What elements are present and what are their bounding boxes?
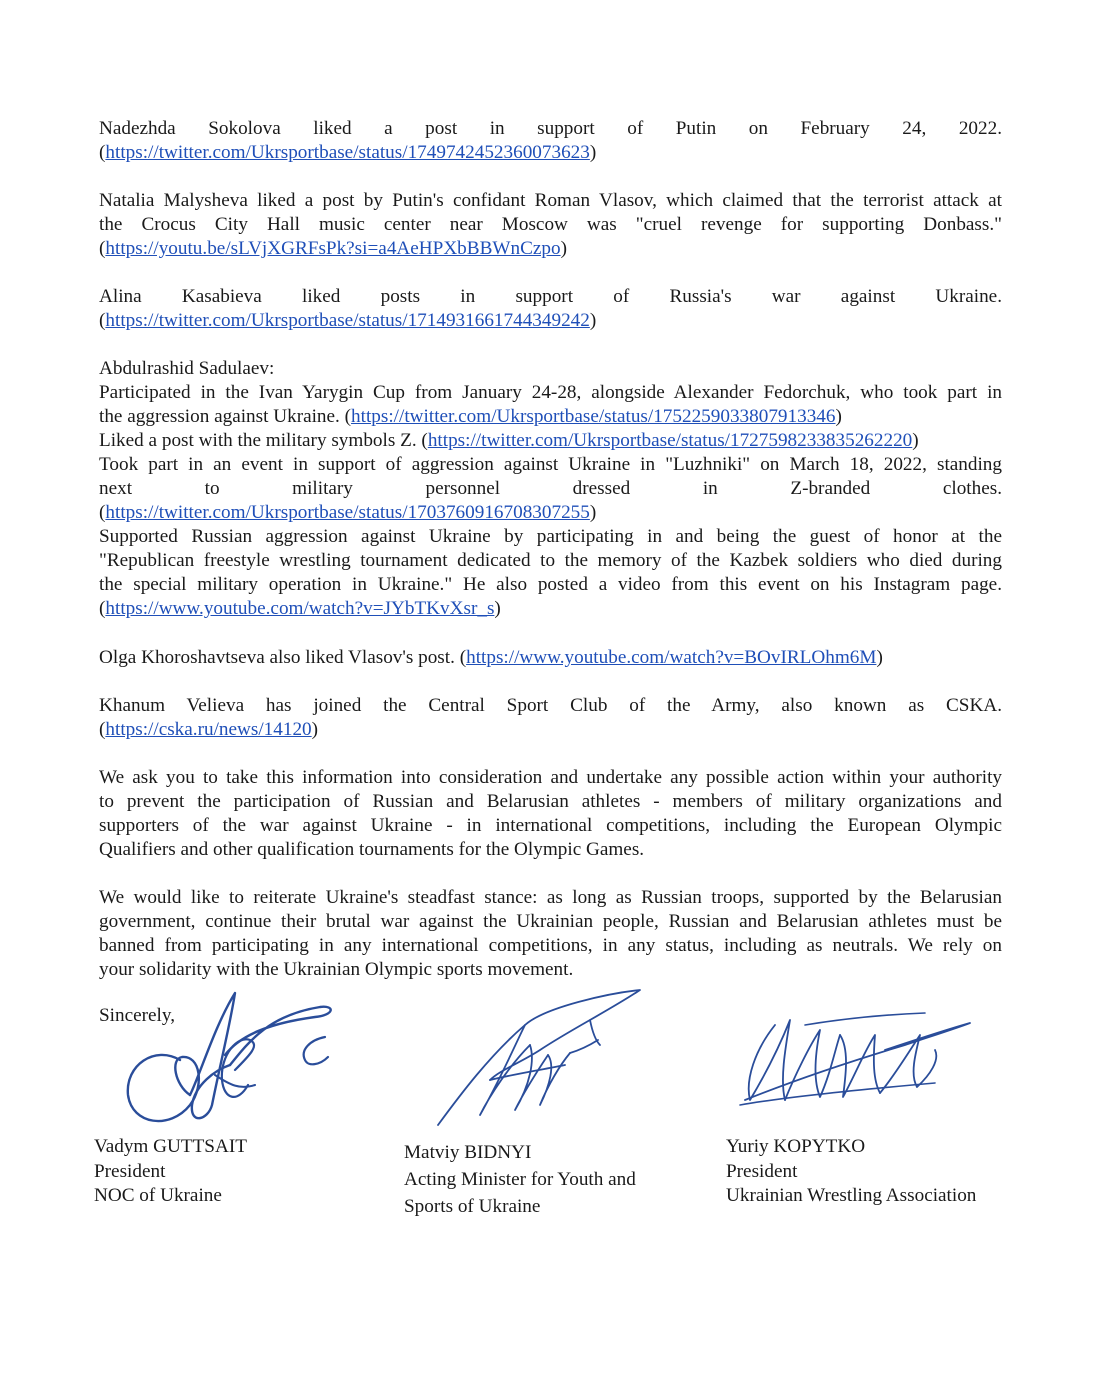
source-link[interactable]: https://www.youtube.com/watch?v=JYbTKvXsr_s	[105, 598, 495, 619]
paragraph-text: We would like to reiterate Ukraine's steadfast stance: as long as Russian troops, supported by the Belarusian	[99, 887, 1002, 908]
paragraph-text: Khanum Velieva has joined the Central Sport Club of the Army, also known as CSKA.	[99, 695, 1002, 716]
paragraph-text: Supported Russian aggression against Ukraine by participating in and being the guest of honor at the	[99, 526, 1002, 547]
closing-text: Sincerely,	[99, 1005, 176, 1026]
paragraph-khoroshavtseva: Olga Khoroshavtseva also liked Vlasov's post. (https://www.youtube.com/watch?v=BOvIRLOhm6M)	[99, 647, 883, 668]
paragraph-text: Olga Khoroshavtseva also liked Vlasov's post.	[99, 647, 460, 668]
source-link[interactable]: https://youtu.be/sLVjXGRFsPk?si=a4AeHPXbBBWnCzpo	[105, 238, 561, 259]
paragraph-request	[99, 766, 1002, 862]
paragraph-kasabieva: Alina Kasabieva liked posts in support of Russia's war against Ukraine. (https://twitter.com/Ukrsportbase/status/1714931661744349242)	[99, 286, 1002, 331]
signer-title: President	[94, 1160, 166, 1182]
signature-kopytko	[735, 1005, 975, 1115]
source-link[interactable]: https://twitter.com/Ukrsportbase/status/1752259033807913346	[351, 406, 836, 427]
source-link[interactable]: https://twitter.com/Ukrsportbase/status/1749742452360073623	[105, 142, 590, 163]
source-link[interactable]: https://cska.ru/news/14120	[105, 719, 312, 740]
paragraph-sokolova: Nadezhda Sokolova liked a post in support of Putin on February 24, 2022. (https://twitter.com/Ukrsportbase/status/1749742452360073623)	[99, 118, 1002, 163]
paragraph-text: banned from participating in any international competitions, in any status, including as neutrals. We rely on	[99, 935, 1002, 956]
source-link[interactable]: https://twitter.com/Ukrsportbase/status/1714931661744349242	[105, 310, 590, 331]
signer-title: Acting Minister for Youth and	[404, 1169, 636, 1190]
paragraph-velieva: Khanum Velieva has joined the Central Sport Club of the Army, also known as CSKA. (https://cska.ru/news/14120)	[99, 695, 1002, 740]
paragraph-text: government, continue their brutal war against the Ukrainian people, Russian and Belarusian athletes must be	[99, 911, 1002, 932]
paragraph-text: to prevent the participation of Russian and Belarusian athletes - members of military organizations and	[99, 791, 1002, 812]
paragraph-sadulaev: Abdulrashid Sadulaev: Participated in the Ivan Yarygin Cup from January 24-28, alongside Alexander Fedorchuk, who took part in the aggression against Ukraine. (https://twitter.com/Ukrsportbase/status/1752259033807913346) Liked a post with the military symbols Z. (https://twitter.com/Ukrsportbase/status/1727598233835262220) Took part in an event in support of aggression against Ukraine in "Luzhniki" on March 18, 2022, standing next to military personnel dressed in Z-branded clothes. (https://twitter.com/Ukrsportbase/status/1703760916708307255) Supported Russian aggression against Ukraine by participating in and being the guest of honor at the "Republican freestyle wrestling tournament dedicated to the memory of the Kazbek soldiers who died during the special military operation in Ukraine." He also posted a video from this event on his Instagram page. (https://www.youtube.com/watch?v=JYbTKvXsr_s)	[99, 358, 1002, 619]
signer-organization: NOC of Ukraine	[94, 1185, 222, 1206]
signer-guttsait	[94, 1135, 247, 1209]
paragraph-text: Natalia Malysheva liked a post by Putin's confidant Roman Vlasov, which claimed that the terrorist attack at	[99, 190, 1002, 211]
signer-name: Vadym GUTTSAIT	[94, 1136, 247, 1157]
paragraph-text: Nadezhda Sokolova liked a post in support of Putin on February 24, 2022.	[99, 118, 1002, 139]
source-link[interactable]: https://twitter.com/Ukrsportbase/status/1703760916708307255	[105, 502, 590, 523]
signer-organization: Ukrainian Wrestling Association	[726, 1185, 977, 1206]
signer-title: President	[726, 1160, 798, 1182]
paragraph-text: Liked a post with the military symbols Z.	[99, 430, 422, 451]
paragraph-text: next to military personnel dressed in Z-branded clothes.	[99, 478, 1002, 499]
signer-kopytko	[726, 1135, 976, 1209]
paragraph-text: your solidarity with the Ukrainian Olympic sports movement.	[99, 959, 574, 980]
source-link[interactable]: https://twitter.com/Ukrsportbase/status/1727598233835262220	[427, 430, 913, 451]
signer-name: Matviy BIDNYI	[404, 1142, 532, 1163]
paragraph-text: We ask you to take this information into consideration and undertake any possible action within your authority	[99, 767, 1002, 788]
paragraph-text: the special military operation in Ukraine." He also posted a video from this event on his Instagram page.	[99, 574, 1002, 595]
paragraph-text: supporters of the war against Ukraine - in international competitions, including the European Olympic	[99, 815, 1002, 836]
source-link[interactable]: https://www.youtube.com/watch?v=BOvIRLOhm6M	[466, 647, 877, 668]
paragraph-text: Took part in an event in support of aggression against Ukraine in "Luzhniki" on March 18, 2022, standing	[99, 454, 1002, 475]
paragraph-heading: Abdulrashid Sadulaev:	[99, 358, 275, 379]
paragraph-stance	[99, 886, 1002, 982]
paragraph-text: the Crocus City Hall music center near Moscow was "cruel revenge for supporting Donbass."	[99, 214, 1002, 235]
paragraph-text: Qualifiers and other qualification tournaments for the Olympic Games.	[99, 839, 645, 860]
signer-bidnyi	[404, 1139, 636, 1220]
paragraph-malysheva: Natalia Malysheva liked a post by Putin's confidant Roman Vlasov, which claimed that the terrorist attack at the Crocus City Hall music center near Moscow was "cruel revenge for supporting Donbass." (https://youtu.be/sLVjXGRFsPk?si=a4AeHPXbBBWnCzpo)	[99, 190, 1002, 259]
paragraph-text: Alina Kasabieva liked posts in support of Russia's war against Ukraine.	[99, 286, 1002, 307]
signature-bidnyi	[430, 985, 650, 1130]
signer-organization: Sports of Ukraine	[404, 1196, 541, 1217]
paragraph-text: "Republican freestyle wrestling tournament dedicated to the memory of the Kazbek soldiers who died during	[99, 550, 1002, 571]
paragraph-text: Participated in the Ivan Yarygin Cup from January 24-28, alongside Alexander Fedorchuk, who took part in	[99, 382, 1002, 403]
signature-guttsait	[120, 985, 350, 1135]
signer-name: Yuriy KOPYTKO	[726, 1136, 866, 1157]
paragraph-text: the aggression against Ukraine.	[99, 406, 345, 427]
